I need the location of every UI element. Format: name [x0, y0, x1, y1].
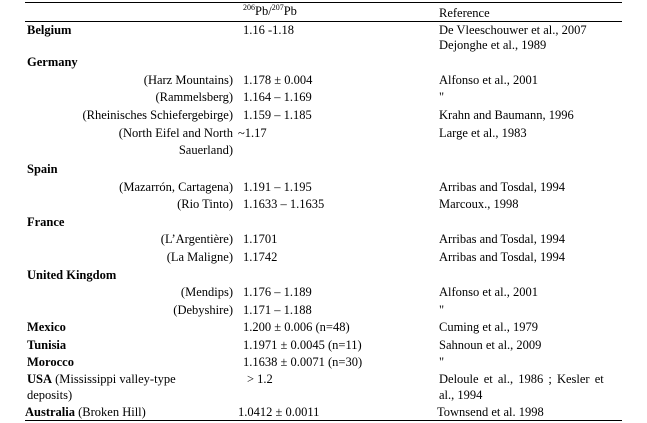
reference-argentiere: Arribas and Tosdal, 1994 [439, 232, 565, 246]
ratio-header: $^{206}$Pb/$^{207}$Pb [243, 2, 297, 18]
ratio-harz: 1.178 ± 0.004 [243, 73, 313, 87]
locality-rio-tinto: (Rio Tinto) [177, 197, 233, 211]
locality-argentiere: (L’Argentière) [160, 232, 233, 246]
reference-australia: Townsend et al. 1998 [437, 405, 544, 419]
reference-belgium-2: Dejonghe et al., 1989 [439, 38, 547, 52]
ratio-mendips: 1.176 – 1.189 [243, 285, 312, 299]
ratio-morocco: 1.1638 ± 0.0071 (n=30) [243, 355, 363, 369]
ratio-rheinisches: 1.159 – 1.185 [243, 108, 312, 122]
reference-mazarron: Arribas and Tosdal, 1994 [439, 180, 565, 194]
reference-harz: Alfonso et al., 2001 [439, 73, 538, 87]
country-belgium: Belgium [27, 23, 72, 37]
ratio-debyshire: 1.171 – 1.188 [243, 303, 312, 317]
country-germany: Germany [27, 55, 78, 69]
reference-belgium-1: De Vleeschouwer et al., 2007 [439, 23, 587, 37]
bottom-rule [25, 420, 622, 421]
country-spain: Spain [27, 162, 58, 176]
reference-north-eifel: Large et al., 1983 [439, 126, 527, 140]
locality-debyshire: (Debyshire) [173, 303, 233, 317]
reference-debyshire: " [439, 303, 445, 317]
reference-rheinisches: Krahn and Baumann, 1996 [439, 108, 574, 122]
ratio-australia: 1.0412 ± 0.0011 [238, 405, 320, 419]
locality-rheinisches: (Rheinisches Schiefergebirge) [82, 108, 233, 122]
country-usa-name: USA [27, 372, 53, 386]
reference-mendips: Alfonso et al., 2001 [439, 285, 538, 299]
country-morocco: Morocco [27, 355, 74, 369]
country-usa-note: (Mississippi valley-type [52, 372, 176, 386]
ratio-la-maligne: 1.1742 [243, 250, 278, 264]
reference-la-maligne: Arribas and Tosdal, 1994 [439, 250, 565, 264]
country-australia-name: Australia [25, 405, 75, 419]
locality-mazarron: (Mazarrón, Cartagena) [119, 180, 233, 194]
reference-usa-2: al., 1994 [439, 388, 483, 402]
ratio-mexico: 1.200 ± 0.006 (n=48) [243, 320, 350, 334]
country-usa-cont: deposits) [27, 388, 73, 402]
country-france: France [27, 215, 65, 229]
country-australia [25, 405, 146, 420]
locality-mendips: (Mendips) [180, 285, 233, 299]
locality-sauerland: Sauerland) [178, 143, 233, 157]
reference-usa-1: Deloule et al., 1986 ; Kesler et [439, 372, 604, 386]
reference-tunisia: Sahnoun et al., 2009 [439, 338, 542, 352]
reference-rammelsberg: " [439, 90, 445, 104]
country-united-kingdom: United Kingdom [27, 268, 117, 282]
reference-mexico: Cuming et al., 1979 [439, 320, 538, 334]
ratio-rammelsberg: 1.164 – 1.169 [243, 90, 312, 104]
ratio-mazarron: 1.191 – 1.195 [243, 180, 312, 194]
locality-la-maligne: (La Maligne) [166, 250, 233, 264]
country-usa [27, 372, 176, 387]
country-mexico: Mexico [27, 320, 66, 334]
locality-rammelsberg: (Rammelsberg) [155, 90, 233, 104]
ratio-north-eifel: ~1.17 [238, 126, 267, 140]
header-rule [25, 21, 622, 22]
top-rule [25, 2, 622, 3]
ratio-usa: > 1.2 [247, 372, 273, 386]
ratio-argentiere: 1.1701 [243, 232, 278, 246]
ratio-tunisia: 1.1971 ± 0.0045 (n=11) [243, 338, 362, 352]
ratio-belgium: 1.16 -1.18 [243, 23, 295, 37]
reference-morocco: " [439, 355, 445, 369]
reference-header: Reference [439, 6, 490, 20]
reference-rio-tinto: Marcoux., 1998 [439, 197, 519, 211]
ratio-rio-tinto: 1.1633 – 1.1635 [243, 197, 325, 211]
country-tunisia: Tunisia [27, 338, 67, 352]
locality-harz: (Harz Mountains) [143, 73, 233, 87]
country-australia-note: (Broken Hill) [75, 405, 146, 419]
locality-north-eifel: (North Eifel and North [118, 126, 233, 140]
